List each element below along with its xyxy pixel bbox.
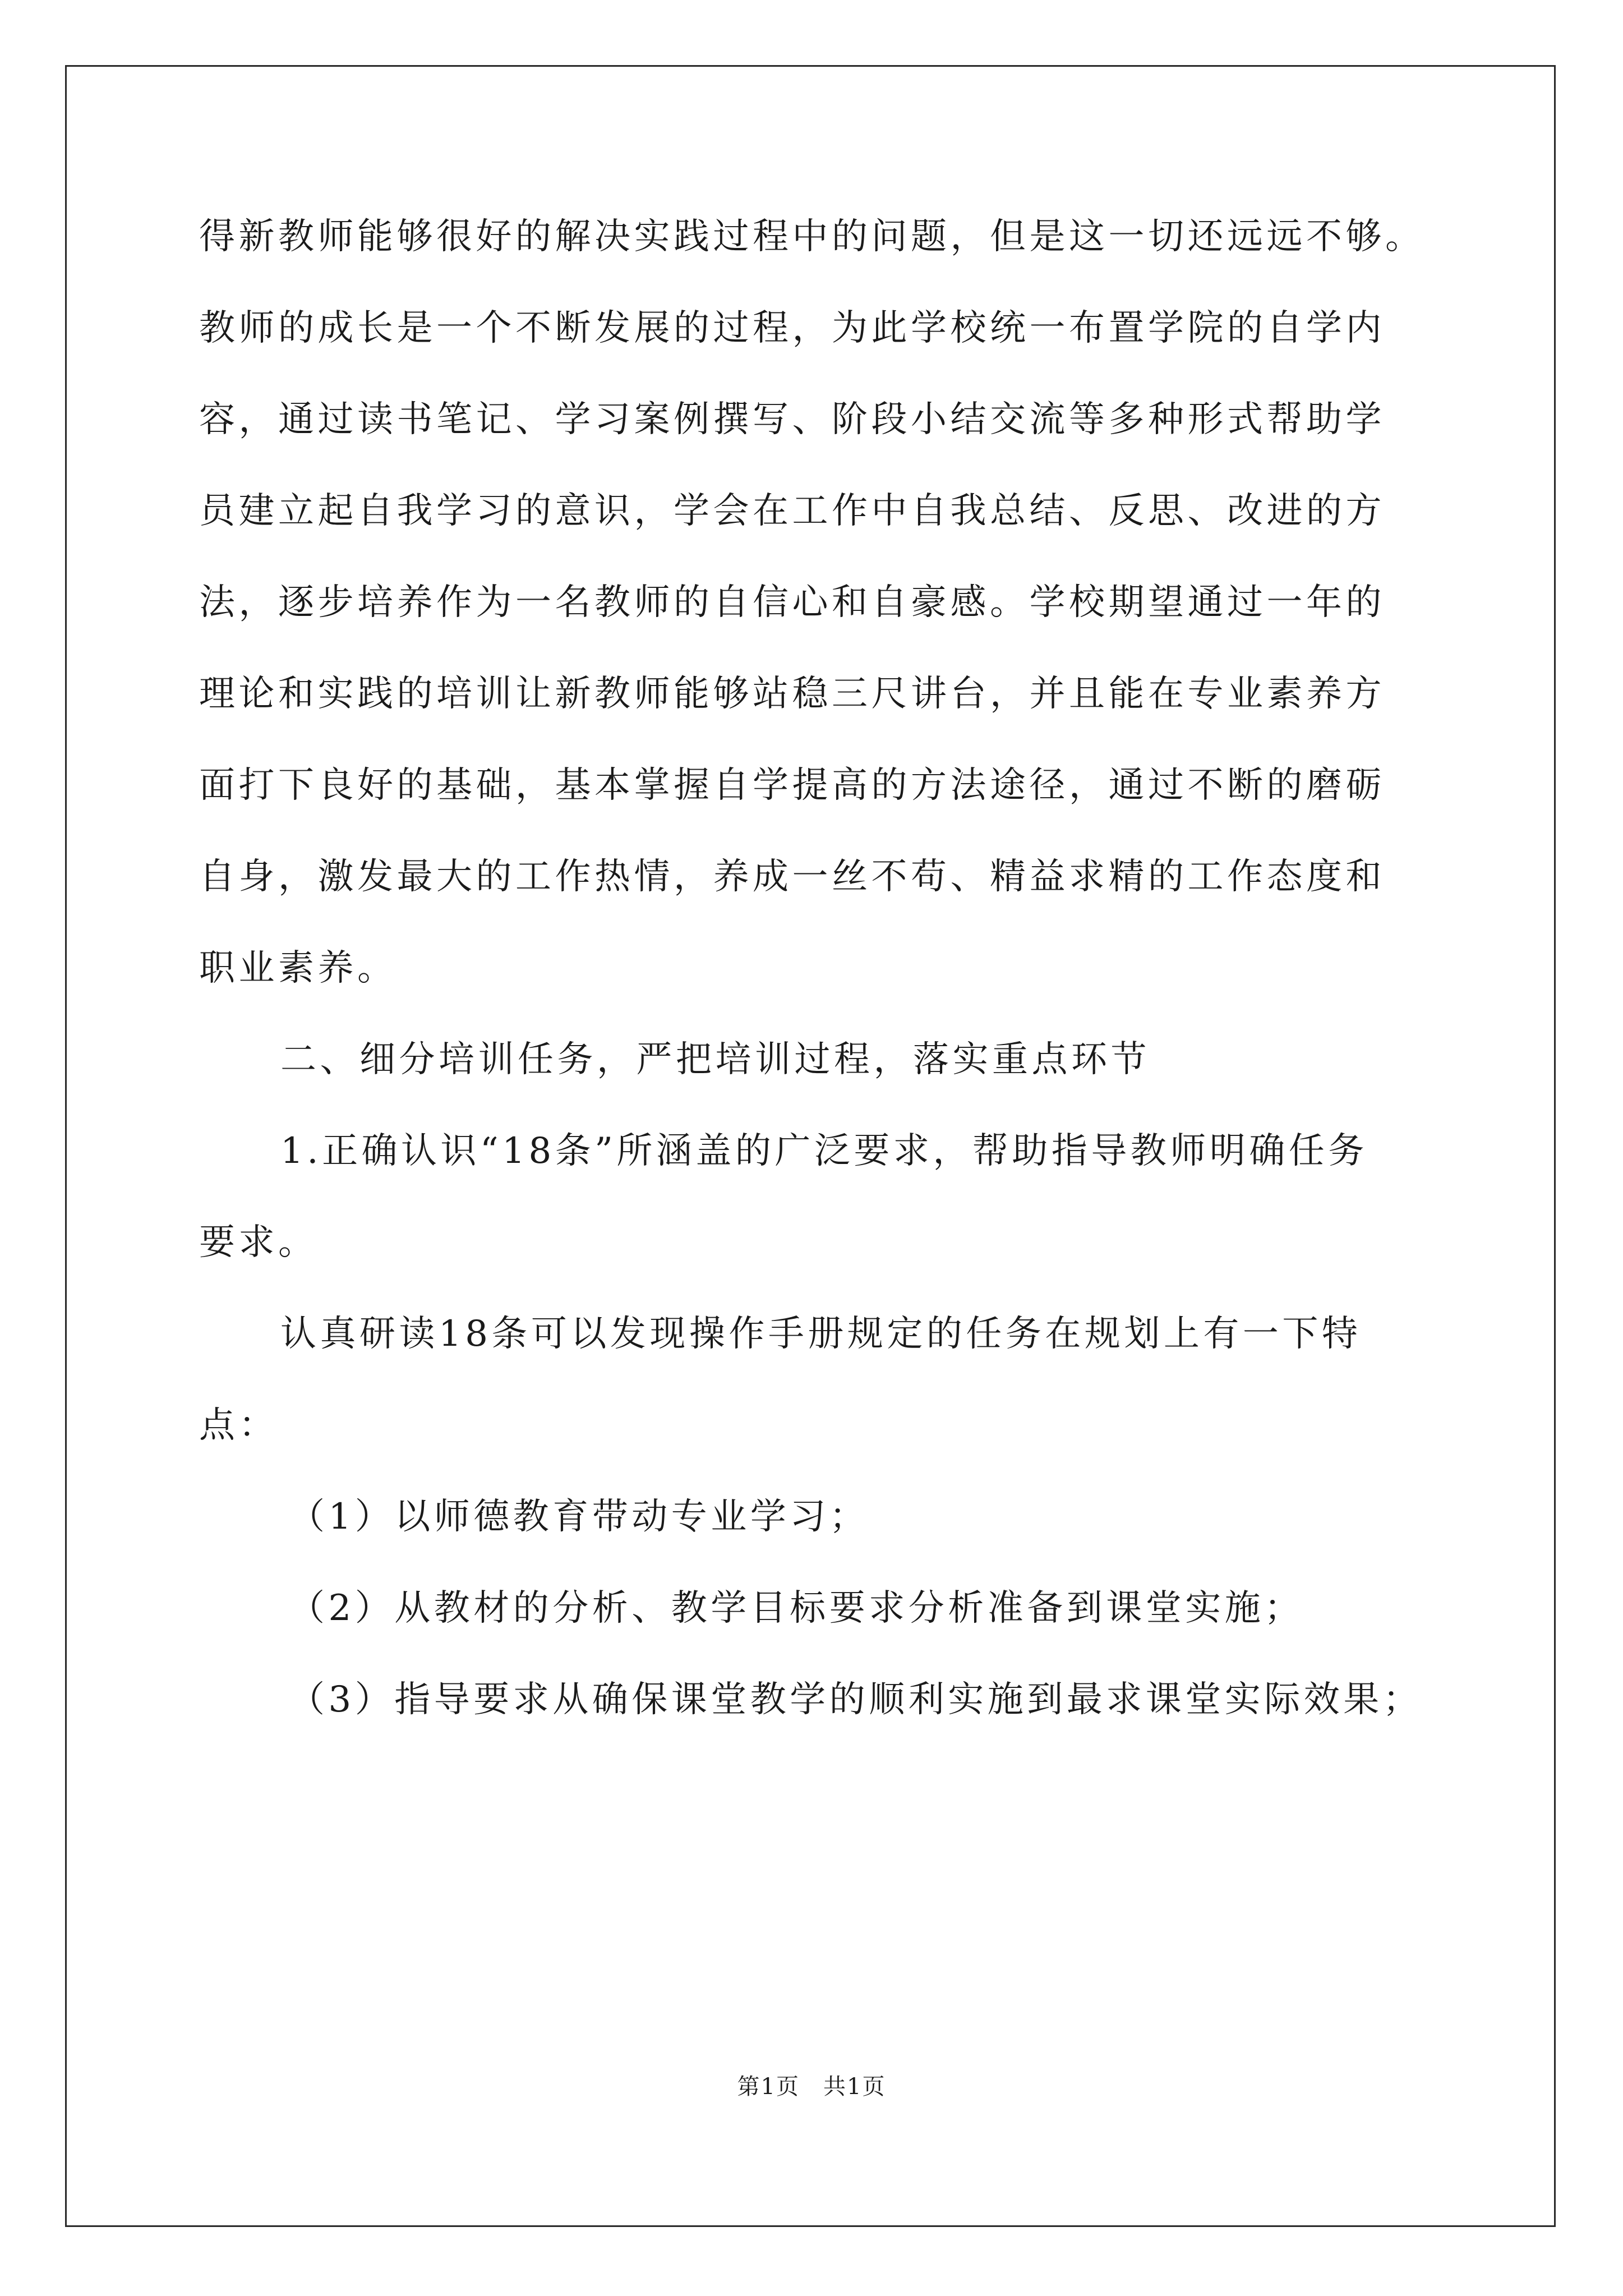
list-item-1: （1）以师德教育带动专业学习； <box>289 1496 869 1538</box>
body-line-3: 容，通过读书笔记、学习案例撰写、阶段小结交流等多种形式帮助学 <box>199 399 1385 440</box>
body-line-7: 面打下良好的基础，基本掌握自学提高的方法途径，通过不断的磨砺 <box>199 765 1385 806</box>
body-paragraph-start: 认真研读18条可以发现操作手册规定的任务在规划上有一下特 <box>280 1313 1362 1355</box>
list-item-3: （3）指导要求从确保课堂教学的顺利实施到最求课堂实际效果； <box>289 1679 1423 1720</box>
body-line-8: 自身，激发最大的工作热情，养成一丝不苟、精益求精的工作态度和 <box>199 856 1385 898</box>
section-heading: 二、细分培训任务，严把培训过程，落实重点环节 <box>280 1039 1150 1080</box>
body-line-5: 法，逐步培养作为一名教师的自信心和自豪感。学校期望通过一年的 <box>199 582 1385 623</box>
page-footer: 第1页 共1页 <box>737 2074 886 2100</box>
body-line-9: 职业素养。 <box>199 947 397 989</box>
list-item-2: （2）从教材的分析、教学目标要求分析准备到课堂实施； <box>289 1588 1304 1629</box>
body-line-6: 理论和实践的培训让新教师能够站稳三尺讲台，并且能在专业素养方 <box>199 673 1385 715</box>
body-line-1: 得新教师能够很好的解决实践过程中的问题，但是这一切还远远不够。 <box>199 216 1425 257</box>
body-line-2: 教师的成长是一个不断发展的过程，为此学校统一布置学院的自学内 <box>199 307 1385 349</box>
body-paragraph-cont: 点： <box>199 1405 278 1446</box>
item-1-heading-cont: 要求。 <box>199 1222 318 1263</box>
body-line-4: 员建立起自我学习的意识，学会在工作中自我总结、反思、改进的方 <box>199 490 1385 532</box>
item-1-heading: 1.正确认识“18条”所涵盖的广泛要求，帮助指导教师明确任务 <box>280 1130 1368 1172</box>
